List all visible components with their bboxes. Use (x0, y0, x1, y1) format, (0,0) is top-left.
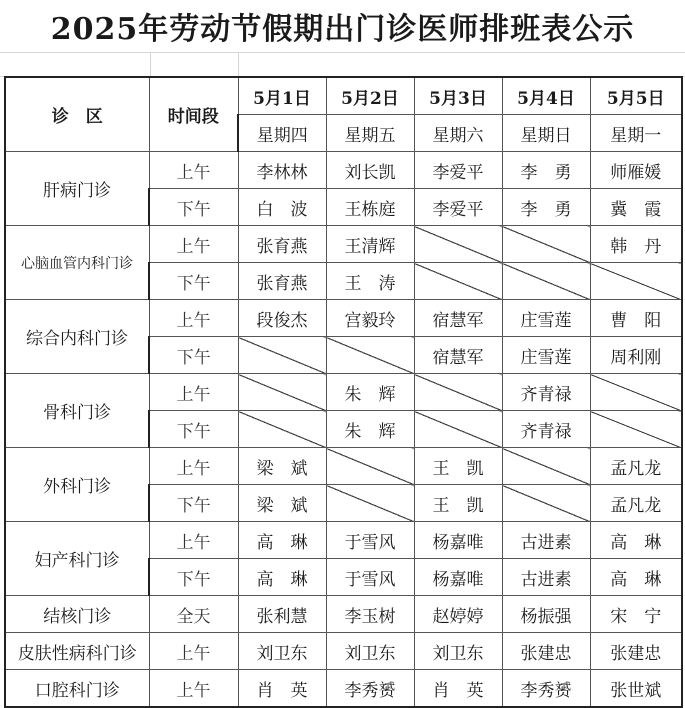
doctor-name: 刘长凯 (326, 152, 414, 189)
doctor-name: 王 凯 (414, 485, 502, 522)
time-slot: 下午 (149, 189, 238, 226)
empty-cell (326, 448, 414, 485)
department-name: 结核门诊 (5, 596, 149, 633)
department-name: 心脑血管内科门诊 (5, 226, 149, 300)
doctor-name: 杨嘉唯 (414, 559, 502, 596)
doctor-name: 王 凯 (414, 448, 502, 485)
doctor-name: 刘卫东 (414, 633, 502, 670)
schedule-row (5, 152, 682, 189)
doctor-name: 庄雪莲 (502, 337, 590, 374)
department-name: 骨科门诊 (5, 374, 149, 448)
doctor-name: 李爱平 (414, 152, 502, 189)
empty-cell (414, 411, 502, 448)
doctor-name: 齐青禄 (502, 411, 590, 448)
doctor-name: 赵婷婷 (414, 596, 502, 633)
department-name: 口腔科门诊 (5, 670, 149, 708)
doctor-name: 张建忠 (590, 633, 682, 670)
doctor-name: 宫毅玲 (326, 300, 414, 337)
doctor-name: 杨振强 (502, 596, 590, 633)
time-header: 时间段 (149, 77, 238, 152)
doctor-name: 周利刚 (590, 337, 682, 374)
doctor-name: 肖 英 (414, 670, 502, 708)
date-header: 5月4日 (502, 77, 590, 115)
doctor-name: 孟凡龙 (590, 485, 682, 522)
sheet-gridline (238, 52, 239, 76)
date-header: 5月2日 (326, 77, 414, 115)
empty-cell (414, 263, 502, 300)
department-name: 外科门诊 (5, 448, 149, 522)
header-row-dates (5, 77, 682, 115)
empty-cell (238, 337, 326, 374)
doctor-name: 梁 斌 (238, 485, 326, 522)
doctor-name: 曹 阳 (590, 300, 682, 337)
doctor-name: 张利慧 (238, 596, 326, 633)
time-slot: 上午 (149, 633, 238, 670)
empty-cell (502, 226, 590, 263)
doctor-name: 张世斌 (590, 670, 682, 708)
empty-cell (502, 485, 590, 522)
schedule-row (5, 596, 682, 633)
doctor-name: 朱 辉 (326, 411, 414, 448)
doctor-name: 师雁媛 (590, 152, 682, 189)
empty-cell (414, 226, 502, 263)
empty-cell (326, 485, 414, 522)
time-slot: 下午 (149, 337, 238, 374)
doctor-name: 王栋庭 (326, 189, 414, 226)
doctor-name: 刘卫东 (326, 633, 414, 670)
doctor-name: 古进素 (502, 559, 590, 596)
doctor-name: 王清辉 (326, 226, 414, 263)
doctor-name: 高 琳 (238, 522, 326, 559)
department-name: 皮肤性病科门诊 (5, 633, 149, 670)
empty-cell (238, 411, 326, 448)
time-slot: 下午 (149, 411, 238, 448)
time-slot: 上午 (149, 226, 238, 263)
schedule-row (5, 670, 682, 708)
doctor-name: 张育燕 (238, 263, 326, 300)
doctor-name: 宿慧军 (414, 300, 502, 337)
time-slot: 下午 (149, 485, 238, 522)
schedule-row (5, 374, 682, 411)
time-slot: 全天 (149, 596, 238, 633)
weekday-header: 星期日 (502, 115, 590, 152)
doctor-name: 李林林 (238, 152, 326, 189)
time-slot: 上午 (149, 670, 238, 708)
empty-cell (502, 263, 590, 300)
doctor-name: 朱 辉 (326, 374, 414, 411)
doctor-name: 梁 斌 (238, 448, 326, 485)
empty-cell (590, 374, 682, 411)
doctor-name: 段俊杰 (238, 300, 326, 337)
doctor-name: 张育燕 (238, 226, 326, 263)
time-slot: 上午 (149, 448, 238, 485)
empty-cell (414, 374, 502, 411)
doctor-name: 韩 丹 (590, 226, 682, 263)
doctor-name: 齐青禄 (502, 374, 590, 411)
doctor-name: 李秀赟 (326, 670, 414, 708)
doctor-name: 李 勇 (502, 189, 590, 226)
weekday-header: 星期四 (238, 115, 326, 152)
time-slot: 上午 (149, 152, 238, 189)
date-header: 5月3日 (414, 77, 502, 115)
schedule-table (4, 76, 683, 708)
weekday-header: 星期一 (590, 115, 682, 152)
doctor-name: 李 勇 (502, 152, 590, 189)
doctor-name: 冀 霞 (590, 189, 682, 226)
doctor-name: 刘卫东 (238, 633, 326, 670)
sheet-gridline (0, 52, 685, 53)
sheet-gridline (150, 52, 151, 76)
schedule-row (5, 633, 682, 670)
doctor-name: 古进素 (502, 522, 590, 559)
schedule-row (5, 226, 682, 263)
doctor-name: 高 琳 (590, 559, 682, 596)
time-slot: 上午 (149, 374, 238, 411)
doctor-name: 于雪风 (326, 559, 414, 596)
department-name: 妇产科门诊 (5, 522, 149, 596)
doctor-name: 庄雪莲 (502, 300, 590, 337)
time-slot: 上午 (149, 522, 238, 559)
doctor-name: 李秀赟 (502, 670, 590, 708)
empty-cell (590, 263, 682, 300)
empty-cell (502, 448, 590, 485)
doctor-name: 杨嘉唯 (414, 522, 502, 559)
schedule-row (5, 448, 682, 485)
doctor-name: 李爱平 (414, 189, 502, 226)
department-name: 综合内科门诊 (5, 300, 149, 374)
doctor-name: 张建忠 (502, 633, 590, 670)
weekday-header: 星期五 (326, 115, 414, 152)
doctor-name: 王 涛 (326, 263, 414, 300)
schedule-row (5, 522, 682, 559)
weekday-header: 星期六 (414, 115, 502, 152)
doctor-name: 宋 宁 (590, 596, 682, 633)
empty-cell (238, 374, 326, 411)
schedule-row (5, 300, 682, 337)
doctor-name: 宿慧军 (414, 337, 502, 374)
empty-cell (590, 411, 682, 448)
page-title: 2025年劳动节假期出门诊医师排班表公示 (50, 12, 635, 47)
time-slot: 上午 (149, 300, 238, 337)
doctor-name: 高 琳 (238, 559, 326, 596)
doctor-name: 白 波 (238, 189, 326, 226)
doctor-name: 于雪风 (326, 522, 414, 559)
date-header: 5月5日 (590, 77, 682, 115)
doctor-name: 李玉树 (326, 596, 414, 633)
doctor-name: 孟凡龙 (590, 448, 682, 485)
time-slot: 下午 (149, 263, 238, 300)
date-header: 5月1日 (238, 77, 326, 115)
empty-cell (326, 337, 414, 374)
department-name: 肝病门诊 (5, 152, 149, 226)
doctor-name: 肖 英 (238, 670, 326, 708)
doctor-name: 高 琳 (590, 522, 682, 559)
dept-header: 诊 区 (5, 77, 149, 152)
time-slot: 下午 (149, 559, 238, 596)
